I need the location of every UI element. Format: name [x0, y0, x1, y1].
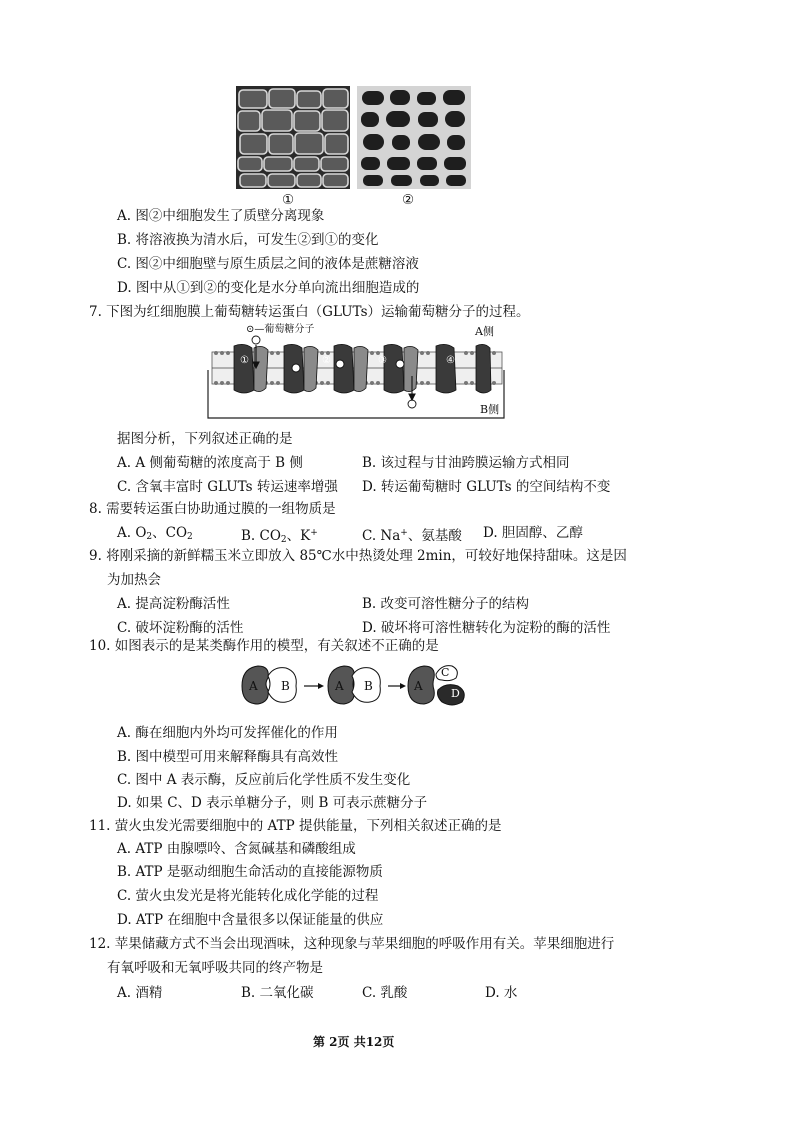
- enzyme-label-a-1: A: [249, 679, 258, 693]
- step-4-label: ④: [446, 355, 455, 366]
- q6-option-d: D. 图中从①到②的变化是水分单向流出细胞造成的: [117, 280, 420, 296]
- product-label-c: C: [441, 666, 450, 679]
- glucose-legend-label: ⊙—葡萄糖分子: [246, 324, 315, 335]
- enzyme-label-a-2: A: [335, 679, 344, 693]
- q10-option-b: B. 图中模型可用来解释酶具有高效性: [117, 749, 339, 765]
- q11-option-d: D. ATP 在细胞中含量很多以保证能量的供应: [117, 912, 384, 928]
- q12-option-d: D. 水: [485, 985, 518, 1001]
- q11-option-c: C. 萤火虫发光是将光能转化成化学能的过程: [117, 888, 379, 904]
- step-1-label: ①: [240, 355, 249, 366]
- q9-option-b: B. 改变可溶性糖分子的结构: [362, 596, 530, 612]
- step-2-label: ②: [322, 355, 331, 366]
- enzyme-model-diagram: [236, 660, 472, 710]
- q6-option-c: C. 图②中细胞壁与原生质层之间的液体是蔗糖溶液: [117, 256, 419, 272]
- q12-stem-line1: 12. 苹果储藏方式不当会出现酒味，这种现象与苹果细胞的呼吸作用有关。苹果细胞进行: [89, 936, 615, 952]
- q7-option-a: A. A 侧葡萄糖的浓度高于 B 侧: [117, 455, 303, 471]
- q11-option-a: A. ATP 由腺嘌呤、含氮碱基和磷酸组成: [117, 841, 356, 857]
- product-label-d: D: [451, 687, 460, 700]
- q6-option-b: B. 将溶液换为清水后，可发生②到①的变化: [117, 232, 379, 248]
- q9-option-d: D. 破坏将可溶性糖转化为淀粉的酶的活性: [362, 620, 611, 636]
- q8-option-d: D. 胆固醇、乙醇: [483, 525, 583, 541]
- membrane-transport-diagram: [204, 324, 510, 422]
- q9-option-a: A. 提高淀粉酶活性: [117, 596, 230, 612]
- side-a-label: A侧: [475, 325, 494, 338]
- page-footer: 第 2页 共12页: [313, 1035, 395, 1049]
- q12-option-c: C. 乳酸: [362, 985, 408, 1001]
- q10-option-a: A. 酶在细胞内外均可发挥催化的作用: [117, 725, 338, 741]
- figure-label-1: ①: [282, 192, 295, 208]
- micrograph-1: [236, 86, 350, 189]
- q8-stem: 8. 需要转运蛋白协助通过膜的一组物质是: [89, 501, 336, 517]
- q9-stem-line1: 9. 将刚采摘的新鲜糯玉米立即放入 85℃水中热烫处理 2min，可较好地保持甜味。这是因: [89, 548, 627, 564]
- q12-option-a: A. 酒精: [117, 985, 163, 1001]
- q6-option-a: A. 图②中细胞发生了质壁分离现象: [117, 208, 325, 224]
- q7-option-d: D. 转运葡萄糖时 GLUTs 的空间结构不变: [362, 479, 611, 495]
- figure-label-2: ②: [402, 192, 415, 208]
- q7-option-b: B. 该过程与甘油跨膜运输方式相同: [362, 455, 570, 471]
- q10-option-d: D. 如果 C、D 表示单糖分子，则 B 可表示蔗糖分子: [117, 795, 428, 811]
- q8-option-b: B. $CO_2$、K+: [241, 528, 318, 545]
- q10-option-c: C. 图中 A 表示酶，反应前后化学性质不发生变化: [117, 772, 411, 788]
- q12-option-b: B. 二氧化碳: [241, 985, 314, 1001]
- q7-option-c: C. 含氧丰富时 GLUTs 转运速率增强: [117, 479, 338, 495]
- q9-option-c: C. 破坏淀粉酶的活性: [117, 620, 244, 636]
- substrate-label-b-1: B: [281, 679, 290, 693]
- q9-stem-line2: 为加热会: [107, 572, 161, 588]
- q11-option-b: B. ATP 是驱动细胞生命活动的直接能源物质: [117, 864, 383, 880]
- q10-stem: 10. 如图表示的是某类酶作用的模型，有关叙述不正确的是: [89, 638, 439, 654]
- micrograph-2: [357, 86, 471, 189]
- q12-stem-line2: 有氧呼吸和无氧呼吸共同的终产物是: [107, 960, 323, 976]
- side-b-label: B侧: [480, 403, 500, 416]
- q7-stem: 7. 下图为红细胞膜上葡萄糖转运蛋白（GLUTs）运输葡萄糖分子的过程。: [89, 304, 530, 320]
- q11-stem: 11. 萤火虫发光需要细胞中的 ATP 提供能量，下列相关叙述正确的是: [89, 818, 502, 834]
- substrate-label-b-2: B: [364, 679, 373, 693]
- enzyme-label-a-3: A: [414, 679, 423, 693]
- q8-option-a: A. $O_2$、$CO_2$: [117, 525, 193, 542]
- q7-lead: 据图分析，下列叙述正确的是: [117, 431, 293, 447]
- step-3-label: ③: [378, 355, 387, 366]
- q8-option-c: C. Na+、氨基酸: [362, 528, 462, 544]
